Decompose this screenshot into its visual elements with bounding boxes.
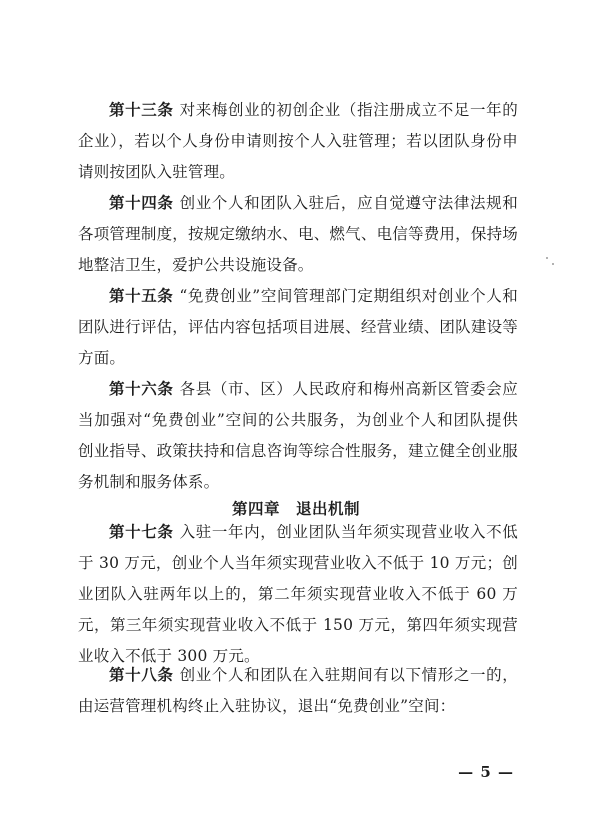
article-text: 各县（市、区）人民政府和梅州高新区管委会应当加强对“免费创业”空间的公共服务，为创业个人和团队提供创业指导、政策扶持和信息咨询等综合性服务，建立健全创业服务机制和服务体系。	[78, 380, 519, 491]
chapter-title: 退出机制	[296, 499, 361, 518]
article-17	[78, 516, 518, 672]
article-15	[78, 280, 518, 374]
article-label: 第十三条	[109, 100, 174, 119]
article-text: 对来梅创业的初创企业（指注册成立不足一年的企业），若以个人身份申请则按个人入驻管理；若以团队身份申请则按团队入驻管理。	[78, 101, 519, 181]
article-label: 第十六条	[109, 379, 174, 398]
article-label: 第十五条	[109, 286, 174, 305]
article-18	[78, 659, 518, 722]
chapter-number: 第四章	[231, 499, 280, 518]
article-14	[78, 187, 518, 281]
scan-speck	[552, 263, 554, 265]
scan-speck	[546, 257, 548, 259]
article-text: 入驻一年内，创业团队当年须实现营业收入不低于 30 万元，创业个人当年须实现营业收入不低于 10 万元；创业团队入驻两年以上的，第二年须实现营业收入不低于 60 万元，第三年须实现营业收入不低于 150 万元，第四年须实现营业收入不低于 300 万元。	[78, 523, 519, 665]
article-label: 第十七条	[109, 522, 174, 541]
article-label: 第十八条	[109, 665, 174, 684]
article-text: 创业个人和团队入驻后，应自觉遵守法律法规和各项管理制度，按规定缴纳水、电、燃气、电信等费用，保持场地整洁卫生，爱护公共设施设备。	[78, 194, 519, 274]
article-text: “免费创业”空间管理部门定期组织对创业个人和团队进行评估，评估内容包括项目进展、经营业绩、团队建设等方面。	[78, 287, 518, 367]
article-label: 第十四条	[109, 193, 174, 212]
article-text: 创业个人和团队在入驻期间有以下情形之一的，由运营管理机构终止入驻协议，退出“免费创业”空间：	[78, 666, 519, 715]
article-13	[78, 94, 518, 188]
article-16	[78, 373, 518, 498]
page-number: — 5 —	[458, 763, 514, 781]
